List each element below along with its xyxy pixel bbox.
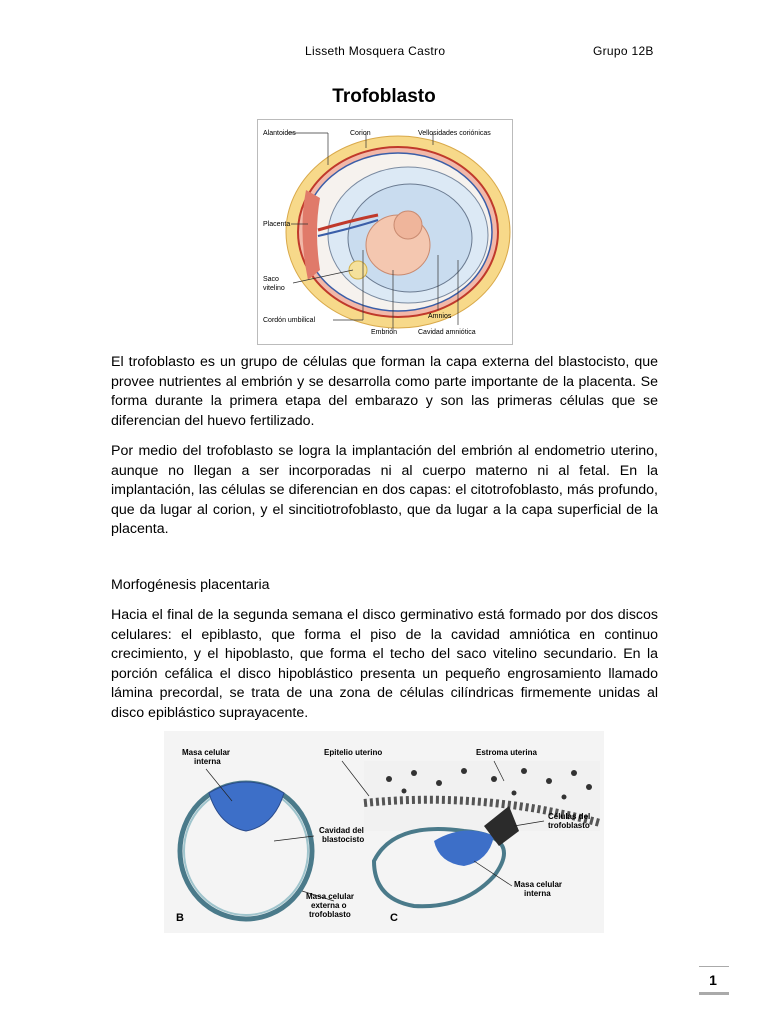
page-number: 1 — [709, 972, 717, 988]
label-masa2: interna — [194, 757, 221, 766]
label-epitelio: Epitelio uterino — [324, 748, 383, 757]
label-estroma: Estroma uterina — [476, 748, 537, 757]
label-corion: Corion — [350, 130, 371, 137]
page-number-rule-bottom — [699, 992, 729, 995]
label-saco: Saco — [263, 276, 279, 283]
label-externa1: Masa celular — [306, 892, 355, 901]
paragraph-1: El trofoblasto es un grupo de células que forman la capa externa del blastocisto, que provee nutrientes al embrión y se desarrolla como parte importante de la placenta. Se forma durante la primera etapa del embarazo y son las primeras células que se diferencian del huevo fertilizado. — [111, 354, 658, 429]
label-amnios: Amnios — [428, 313, 452, 320]
label-externa3: trofoblasto — [309, 910, 351, 919]
paragraph-2: Por medio del trofoblasto se logra la implantación del embrión al endometrio uterino, aunque no llegan a ser incorporadas ni al cuerpo materno ni al fetal. En la implantación, las células se diferencian en dos capas: el citotrofoblasto, más profundo, que da lugar al corion, y el sincitiotrofoblasto, que da lugar a la capa superficial de la placenta. — [111, 443, 658, 537]
label-alantoides: Alantoides — [263, 130, 296, 137]
embryo-diagram — [257, 119, 513, 345]
label-vitelino: vitelino — [263, 285, 285, 292]
label-cavidad: Cavidad amniótica — [418, 329, 476, 336]
blastocyst-diagram — [164, 731, 604, 933]
label-celulas1: Células del — [548, 812, 591, 821]
label-vellosidades: Vellosidades coriónicas — [418, 130, 491, 137]
label-masaB2: interna — [524, 889, 551, 898]
page-number-rule-top — [699, 966, 729, 967]
label-masaB1: Masa celular — [514, 880, 563, 889]
label-panel-c: C — [390, 912, 398, 924]
header-group: Grupo 12B — [593, 44, 654, 58]
label-celulas2: trofoblasto — [548, 821, 590, 830]
label-embrion: Embrión — [371, 329, 398, 336]
label-externa2: externa o — [311, 901, 347, 910]
section-heading: Morfogénesis placentaria — [111, 577, 270, 593]
label-masa1: Masa celular — [182, 748, 231, 757]
paragraph-3: Hacia el final de la segunda semana el disco germinativo está formado por dos discos celulares: el epiblasto, que forma el piso de la cavidad amniótica en continuo crecimiento, y el hipoblasto, que forma el techo del saco vitelino secundario. En la porción cefálica el disco hipoblástico presenta un pequeño engrosamiento llamado lámina precordal, se trata de una zona de células cilíndricas firmemente unidas al disco epiblástico suprayacente. — [111, 607, 658, 721]
label-cavidad1: Cavidad del — [319, 826, 364, 835]
page-title: Trofoblasto — [332, 86, 436, 107]
label-panel-b: B — [176, 912, 184, 924]
label-cavidad2: blastocisto — [322, 835, 365, 844]
label-cordon: Cordón umbilical — [263, 317, 316, 324]
header-author: Lisseth Mosquera Castro — [305, 44, 446, 58]
label-placenta: Placenta — [263, 221, 291, 228]
